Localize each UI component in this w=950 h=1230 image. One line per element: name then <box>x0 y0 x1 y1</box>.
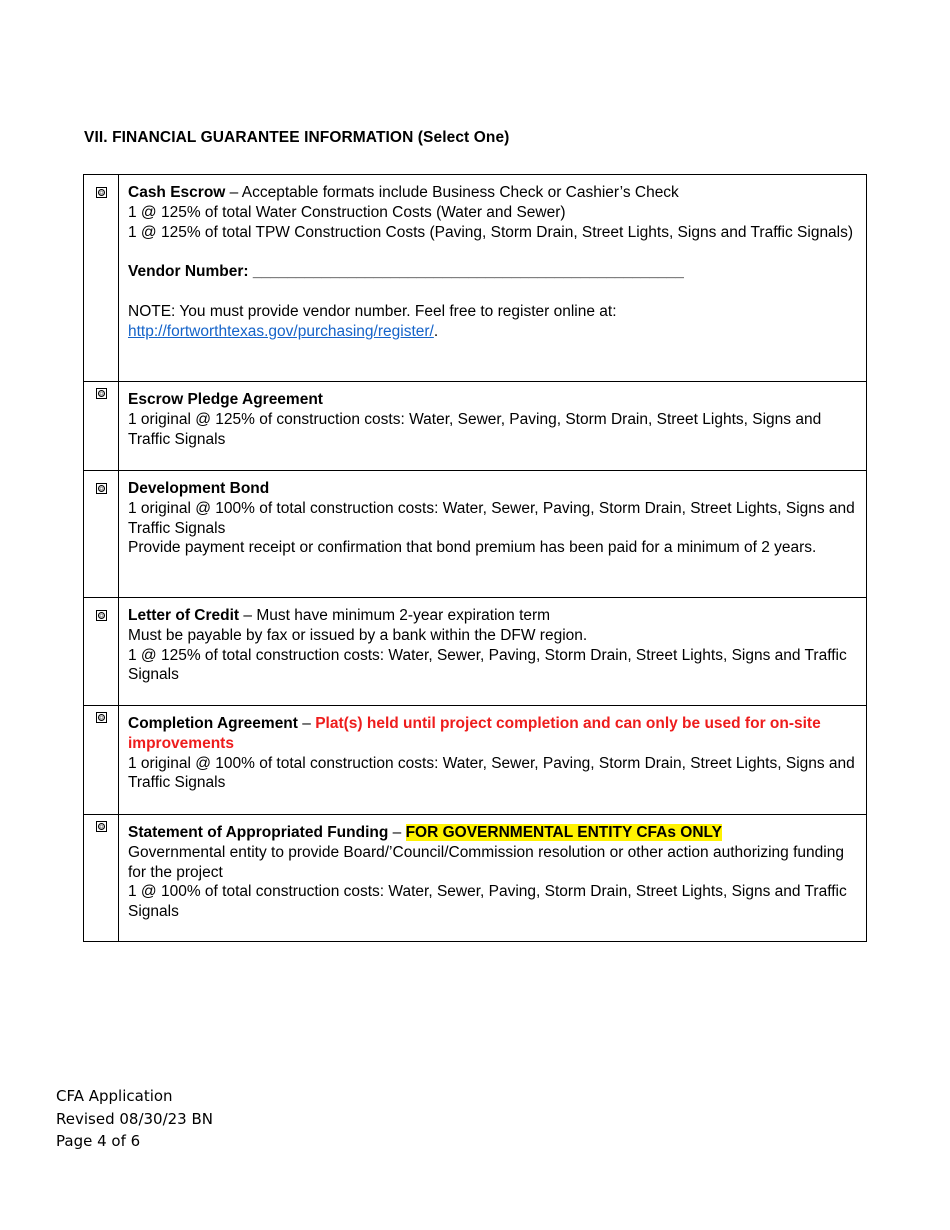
completion-agreement-line1: 1 original @ 100% of total construction costs: Water, Sewer, Paving, Storm Drain, Street Lights, Signs and Traffic Signals <box>128 754 855 792</box>
footer-revised: Revised 08/30/23 BN <box>56 1109 214 1128</box>
letter-of-credit-subtitle: – Must have minimum 2-year expiration term <box>239 607 551 624</box>
development-bond-line1: 1 original @ 100% of total construction costs: Water, Sewer, Paving, Storm Drain, Street Lights, Signs and Traffic Signals <box>128 499 855 537</box>
completion-agreement-description <box>119 706 867 815</box>
letter-of-credit-title: Letter of Credit <box>128 607 240 624</box>
completion-agreement-warning: Plat(s) held until project completion and can only be used for on-site improvements <box>128 715 821 752</box>
cash-escrow-line2: 1 @ 125% of total TPW Construction Costs (Paving, Storm Drain, Street Lights, Signs and Traffic Signals) <box>128 223 854 241</box>
cash-escrow-radio[interactable] <box>96 187 107 198</box>
cash-escrow-line1: 1 @ 125% of total Water Construction Costs (Water and Sewer) <box>128 203 566 221</box>
escrow-pledge-title: Escrow Pledge Agreement <box>128 391 323 408</box>
development-bond-line2: Provide payment receipt or confirmation that bond premium has been paid for a minimum of 2 years. <box>128 539 817 557</box>
section-title: VII. FINANCIAL GUARANTEE INFORMATION (Select One) <box>84 129 510 146</box>
cash-escrow-description <box>119 175 867 382</box>
footer-page-number: Page 4 of 6 <box>56 1132 141 1150</box>
completion-agreement-dash: – <box>297 715 316 732</box>
option-row-cash-escrow <box>84 175 867 382</box>
cash-escrow-subtitle: – Acceptable formats include Business Check or Cashier’s Check <box>225 184 679 201</box>
radio-cell <box>84 471 119 598</box>
vendor-register-link[interactable]: http://fortworthtexas.gov/purchasing/register/ <box>128 322 434 340</box>
escrow-pledge-description <box>119 382 867 471</box>
completion-agreement-title: Completion Agreement <box>128 715 298 732</box>
development-bond-title: Development Bond <box>128 480 270 497</box>
letter-of-credit-line1: Must be payable by fax or issued by a bank within the DFW region. <box>128 626 588 644</box>
radio-cell <box>84 175 119 382</box>
escrow-pledge-radio[interactable] <box>96 388 107 399</box>
cash-escrow-title: Cash Escrow <box>128 184 226 201</box>
radio-cell <box>84 706 119 815</box>
appropriated-funding-line2: 1 @ 100% of total construction costs: Water, Sewer, Paving, Storm Drain, Street Lights, Signs and Traffic Signals <box>128 883 847 921</box>
link-suffix: . <box>433 322 439 340</box>
appropriated-funding-title: Statement of Appropriated Funding <box>128 824 389 841</box>
vendor-number-label: Vendor Number: <box>128 263 253 281</box>
appropriated-funding-dash: – <box>388 824 406 841</box>
footer-doc-name: CFA Application <box>56 1087 173 1105</box>
letter-of-credit-description <box>119 598 867 706</box>
option-row-escrow-pledge <box>84 382 867 471</box>
option-row-completion-agreement <box>84 706 867 815</box>
radio-cell <box>84 598 119 706</box>
radio-cell <box>84 815 119 942</box>
development-bond-radio[interactable] <box>96 483 107 494</box>
cash-escrow-note: NOTE: You must provide vendor number. Feel free to register online at: <box>128 303 617 321</box>
completion-agreement-radio[interactable] <box>96 712 107 723</box>
letter-of-credit-radio[interactable] <box>96 610 107 621</box>
option-row-letter-of-credit <box>84 598 867 706</box>
option-row-development-bond <box>84 471 867 598</box>
option-row-appropriated-funding <box>84 815 867 942</box>
page-footer <box>56 1085 213 1153</box>
governmental-entity-highlight: FOR GOVERNMENTAL ENTITY CFAs ONLY <box>405 824 722 841</box>
development-bond-description <box>119 471 867 598</box>
radio-cell <box>84 382 119 471</box>
appropriated-funding-description <box>119 815 867 942</box>
letter-of-credit-line2: 1 @ 125% of total construction costs: Water, Sewer, Paving, Storm Drain, Street Lights, Signs and Traffic Signals <box>128 646 847 684</box>
escrow-pledge-line1: 1 original @ 125% of construction costs: Water, Sewer, Paving, Storm Drain, Street Lights, Signs and Traffic Signals <box>128 410 822 448</box>
financial-guarantee-options-table <box>83 174 867 942</box>
appropriated-funding-line1: Governmental entity to provide Board/’Council/Commission resolution or other action authorizing funding for the project <box>128 843 844 881</box>
appropriated-funding-radio[interactable] <box>96 821 107 832</box>
vendor-number-field[interactable]: __________________________________________________ <box>252 263 684 281</box>
